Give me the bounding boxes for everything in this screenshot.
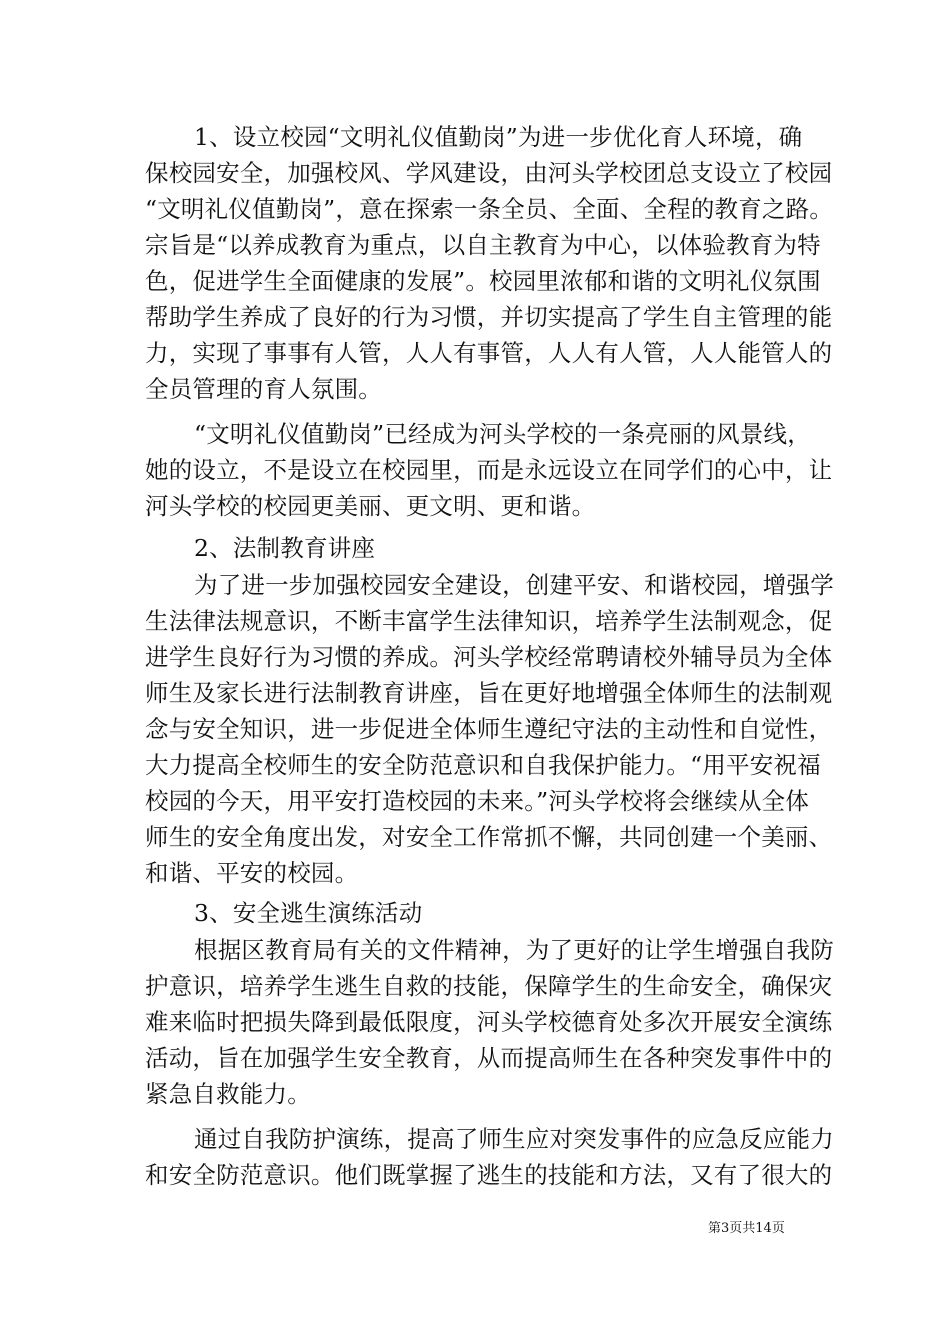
section-heading: 2、法制教育讲座 [194, 534, 376, 562]
text-line: 难来临时把损失降到最低限度，河头学校德育处多次开展安全演练 [145, 1008, 833, 1036]
text-line: 护意识，培养学生逃生自救的技能，保障学生的生命安全，确保灾 [145, 972, 833, 1000]
text-line: 校园的今天，用平安打造校园的未来。”河头学校将会继续从全体 [145, 787, 810, 815]
text-line: 紧急自救能力。 [145, 1080, 311, 1108]
text-line: 进学生良好行为习惯的养成。河头学校经常聘请校外辅导员为全体 [145, 643, 833, 671]
text-line: 全员管理的育人氛围。 [145, 375, 382, 403]
text-line: 活动，旨在加强学生安全教育，从而提高师生在各种突发事件中的 [145, 1044, 833, 1072]
text-line: 师生及家长进行法制教育讲座，旨在更好地增强全体师生的法制观 [145, 679, 833, 707]
text-line: 她的设立，不是设立在校园里，而是永远设立在同学们的心中，让 [145, 456, 833, 484]
text-line: “文明礼仪值勤岗”，意在探索一条全员、全面、全程的教育之路。 [145, 195, 834, 223]
text-line: 力，实现了事事有人管，人人有事管，人人有人管，人人能管人的 [145, 339, 833, 367]
text-line: 1、设立校园“文明礼仪值勤岗”为进一步优化育人环境，确 [194, 123, 803, 151]
section-heading: 3、安全逃生演练活动 [194, 899, 423, 927]
text-line: 和安全防范意识。他们既掌握了逃生的技能和方法，又有了很大的 [145, 1161, 833, 1189]
text-line: 生法律法规意识，不断丰富学生法律知识，培养学生法制观念，促 [145, 607, 833, 635]
text-line: 通过自我防护演练，提高了师生应对突发事件的应急反应能力 [194, 1125, 834, 1153]
text-line: 念与安全知识，进一步促进全体师生遵纪守法的主动性和自觉性， [145, 715, 833, 743]
text-line: 色，促进学生全面健康的发展”。校园里浓郁和谐的文明礼仪氛围 [145, 267, 821, 295]
text-line: “文明礼仪值勤岗”已经成为河头学校的一条亮丽的风景线， [194, 420, 811, 448]
text-line: 保校园安全，加强校风、学风建设，由河头学校团总支设立了校园 [145, 159, 833, 187]
text-line: 河头学校的校园更美丽、更文明、更和谐。 [145, 492, 596, 520]
text-line: 大力提高全校师生的安全防范意识和自我保护能力。“用平安祝福 [145, 751, 821, 779]
text-line: 和谐、平安的校园。 [145, 859, 359, 887]
text-line: 帮助学生养成了良好的行为习惯，并切实提高了学生自主管理的能 [145, 303, 833, 331]
text-line: 师生的安全角度出发，对安全工作常抓不懈，共同创建一个美丽、 [145, 823, 833, 851]
text-line: 宗旨是“以养成教育为重点，以自主教育为中心，以体验教育为特 [145, 231, 821, 259]
page-number: 第3页共14页 [708, 1221, 785, 1236]
text-line: 为了进一步加强校园安全建设，创建平安、和谐校园，增强学 [194, 571, 834, 599]
text-line: 根据区教育局有关的文件精神，为了更好的让学生增强自我防 [194, 936, 834, 964]
